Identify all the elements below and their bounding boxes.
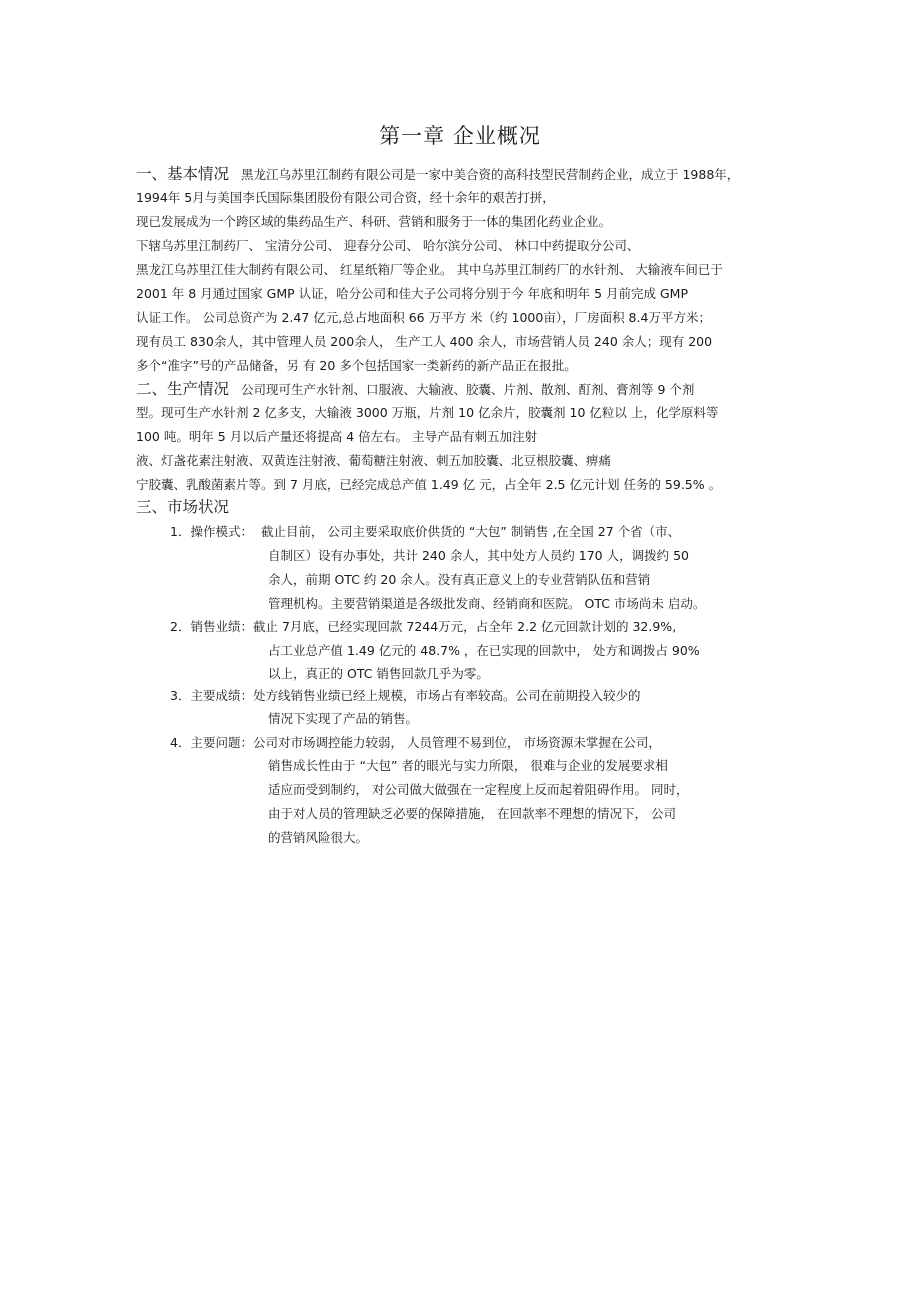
item1-line-2: 余人，前期 OTC 约 20 余人。没有真正意义上的专业营销队伍和营销 [268,572,651,587]
section1-line-0 [136,166,739,183]
section1-line-5: 2001 年 8 月通过国家 GMP 认证，哈分公司和佳大子公司将分别于今 年底和明年 5 月前完成 GMP [136,286,688,301]
item1-line-0 [170,524,680,540]
item4-line-4: 的营销风险很大。 [268,830,369,845]
section2-line-2: 100 吨。明年 5 月以后产量还将提高 4 倍左右。 主导产品有刺五加注射 [136,429,538,444]
section1-line-4: 黑龙江乌苏里江佳大制药有限公司、 红星纸箱厂等企业。 其中乌苏里江制药厂的水针剂、 大输液车间已于 [136,262,723,277]
section2-heading: 二、生产情况 [136,380,230,398]
item1-line-3: 管理机构。主要营销渠道是各级批发商、经销商和医院。 OTC 市场尚未 启动。 [268,596,706,611]
item1-label: 1．操作模式： [170,524,253,539]
section2-text: 公司现可生产水针剂、口服液、大输液、胶囊、片剂、散剂、酊剂、膏剂等 9 个剂 [241,382,695,397]
item4-line-0 [170,735,661,751]
item2-line-2: 以上，真正的 OTC 销售回款几乎为零。 [268,666,489,681]
section1-text: 黑龙江乌苏里江制药有限公司是一家中美合资的高科技型民营制药企业，成立于 1988年， [241,167,740,182]
item2-label: 2．销售业绩： [170,619,253,634]
item3-line-0 [170,688,640,704]
page-title: 第一章 企业概况 [379,124,541,148]
item3-text: 处方线销售业绩已经上规模，市场占有率较高。公司在前期投入较少的 [252,688,641,703]
item4-line-3: 由于对人员的管理缺乏必要的保障措施， 在回款率不理想的情况下， 公司 [268,806,676,821]
item2-line-1: 占工业总产值 1.49 亿元的 48.7% ，在已实现的回款中， 处方和调拨占 90% [268,643,700,658]
section2-line-3: 液、灯盏花素注射液、双黄连注射液、葡萄糖注射液、刺五加胶囊、北豆根胶囊、痹痛 [136,453,612,468]
item4-line-2: 适应而受到制约， 对公司做大做强在一定程度上反而起着阻碍作用。 同时， [268,782,689,797]
item4-text: 公司对市场调控能力较弱， 人员管理不易到位， 市场资源未掌握在公司， [252,735,661,750]
section1-line-3: 下辖乌苏里江制药厂、 宝清分公司、 迎春分公司、 哈尔滨分公司、 林口中药提取分公司、 [136,238,640,253]
section3-heading: 三、市场状况 [136,498,230,516]
section1-line-8: 多个“准字”号的产品储备，另 有 20 多个包括国家一类新药的新产品正在报批。 [136,358,577,373]
item2-text: 截止 7月底，已经实现回款 7244万元，占全年 2.2 亿元回款计划的 32.9%, [252,619,677,634]
item3-label: 3．主要成绩： [170,688,253,703]
item2-line-0 [170,619,676,635]
section1-heading: 一、基本情况 [136,165,230,183]
section1-line-6: 认证工作。 公司总资产为 2.47 亿元,总占地面积 66 万平方 米（约 1000亩），厂房面积 8.4万平方米； [136,310,711,325]
section1-line-2: 现已发展成为一个跨区域的集药品生产、科研、营销和服务于一体的集团化药业企业。 [136,214,612,229]
section2-line-1: 型。现可生产水针剂 2 亿多支，大输液 3000 万瓶，片剂 10 亿余片，胶囊剂 10 亿粒以 上，化学原料等 [136,405,719,420]
item4-label: 4．主要问题： [170,735,253,750]
section2-line-0 [136,381,694,398]
item4-line-1: 销售成长性由于 “大包” 者的眼光与实力所限， 很难与企业的发展要求相 [268,758,668,773]
section2-line-4: 宁胶囊、乳酸菌素片等。到 7 月底，已经完成总产值 1.49 亿 元，占全年 2.5 亿元计划 任务的 59.5% 。 [136,477,722,492]
item1-line-1: 自制区）设有办事处，共计 240 余人，其中处方人员约 170 人，调拨约 50 [268,548,689,563]
item3-line-1: 情况下实现了产品的销售。 [268,711,419,726]
item1-text: 截止目前， 公司主要采取底价供货的 “大包” 制销售 ,在全国 27 个省（市、 [260,524,681,539]
section1-line-1: 1994年 5月与美国李氏国际集团股份有限公司合资，经十余年的艰苦打拼， [136,190,555,205]
section1-line-7: 现有员工 830余人，其中管理人员 200余人， 生产工人 400 余人，市场营销人员 240 余人；现有 200 [136,334,713,349]
